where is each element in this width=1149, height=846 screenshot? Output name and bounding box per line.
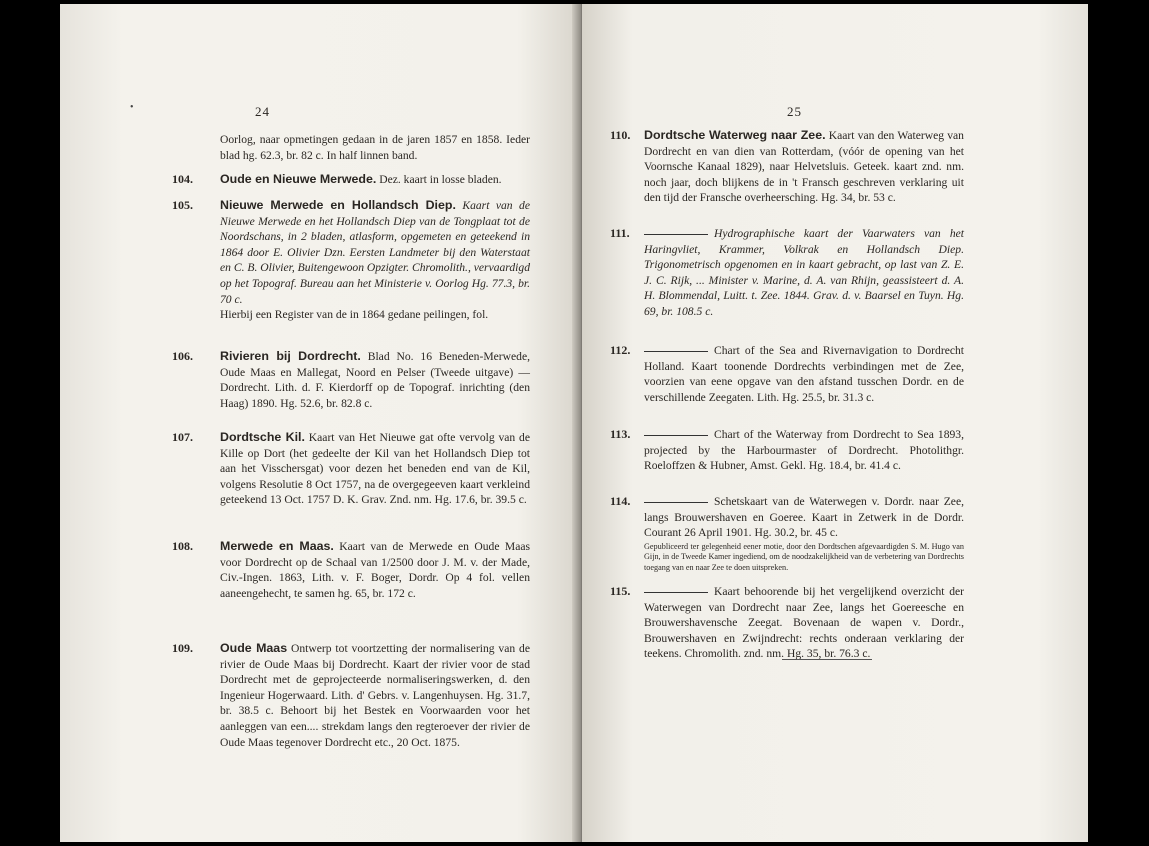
entry-heading: Rivieren bij Dordrecht. [220, 349, 361, 363]
entry-heading: Dordtsche Kil. [220, 430, 305, 444]
entry-body: Kaart behoorende bij het vergelijkend overzicht der Waterwegen van Dordrecht naar Zee, langs het Goereesche en Brouwershavensche Zeegat. Bovenaan de wapen v. Dordr., Brouwershaven en Zwijndrecht: rechts onderaan verklaring der teekens. Chromolith. znd. nm. Hg. 35, br. 76.3 c. [644, 585, 964, 661]
catalog-entry-104 [172, 172, 530, 188]
entry-number: 115. [610, 584, 631, 598]
catalog-entry-111 [610, 226, 964, 320]
entry-note: Hierbij een Register van de in 1864 gedane peilingen, fol. [220, 308, 489, 322]
catalog-entry-108 [172, 539, 530, 601]
catalog-entry-107 [172, 430, 530, 508]
entry-number: 107. [172, 430, 193, 444]
catalog-entry-106 [172, 349, 530, 411]
ditto-dash [644, 351, 708, 352]
entry-number: 111. [610, 226, 630, 240]
closing-rule [782, 659, 872, 660]
entry-body: Chart of the Waterway from Dordrecht to Sea 1893, projected by the Harbourmaster of Dordrecht. Photolithgr. Roeloffzen & Hubner, Amst. Gekl. Hg. 18.4, br. 41.4 c. [644, 428, 964, 473]
entry-body: Chart of the Sea and Rivernavigation to Dordrecht Holland. Kaart toonende Dordrechts verbindingen met de Zee, voorzien van eene opgave van den afstand tusschen Dordr. en de verschillende Zeegaten. Lith. Hg. 25.5, br. 31.3 c. [644, 344, 964, 404]
entry-body: Kaart van de Nieuwe Merwede en het Hollandsch Diep van de Tongplaat tot de Noordschans, in 2 bladen, atlasform, opgemeten en geteekend in 1864 door E. Olivier Dzn. Eersten Landmeter bij den Waterstaat en C. B. Olivier, Buitengewoon Opzigter. Chromolith., vervaardigd op het Topograf. Bureau aan het Ministerie v. Oorlog Hg. 77.3, br. 70 c. [220, 199, 530, 306]
left-page [60, 4, 580, 842]
entry-body: Kaart van de Merwede en Oude Maas voor Dordrecht op de Schaal van 1/2500 door J. M. v. der Made, Civ.-Ingen. 1863, Lith. v. F. Boger, Dordr. Op 4 fol. vellen aaneengehecht, te samen hg. 65, br. 172 c. [220, 540, 530, 600]
book-spread [60, 4, 1088, 842]
right-page [582, 4, 1088, 842]
catalog-entry-112 [610, 343, 964, 405]
entry-heading: Merwede en Maas. [220, 539, 334, 553]
catalog-entry-110 [610, 128, 964, 206]
entry-heading: Dordtsche Waterweg naar Zee. [644, 128, 826, 142]
catalog-entry-115 [610, 584, 964, 662]
entry-body: Blad No. 16 Beneden-Merwede, Oude Maas en Mallegat, Noord en Pelser (Tweede uitgave) — Dordrecht. Lith. d. F. Kierdorff op de Topograf. inrichting (den Haag) 1890. Hg. 52.6, br. 82.8 c. [220, 350, 530, 410]
entry-body: Kaart van Het Nieuwe gat ofte vervolg van de Kille op Dort (het gedeelte der Kil van het Hollandsch Diep tot aan het Visschersgat) voor dezen het beneden end van de Kil, volgens Resolutie 8 Oct 1757, na de overgegeeven kaart verkleind geteekend 13 Oct. 1757 D. K. Grav. Znd. nm. Hg. 17.6, br. 39.5 c. [220, 431, 530, 507]
entry-heading: Nieuwe Merwede en Hollandsch Diep. [220, 198, 456, 212]
page-number-right: 25 [787, 104, 802, 119]
ditto-dash [644, 435, 708, 436]
page-mark: • [130, 102, 134, 113]
catalog-entry-109 [172, 641, 530, 750]
catalog-entry-113 [610, 427, 964, 474]
entry-heading: Oude en Nieuwe Merwede. [220, 172, 377, 186]
catalog-entry-105 [172, 198, 530, 323]
entry-number: 112. [610, 343, 631, 357]
entry-number: 114. [610, 494, 631, 508]
catalog-entry-114 [610, 494, 964, 574]
entry-number: 109. [172, 641, 193, 655]
page-number-left: 24 [255, 104, 270, 119]
entry-number: 106. [172, 349, 193, 363]
entry-heading: Oude Maas [220, 641, 288, 655]
entry-body: Schetskaart van de Waterwegen v. Dordr. naar Zee, langs Brouwershaven en Goeree. Kaart in Zetwerk in de Dordr. Courant 26 April 1901. Hg. 30.2, br. 45 c. [644, 495, 964, 540]
entry-body: Ontwerp tot voortzetting der normalisering van de rivier de Oude Maas bij Dordrecht. Kaart der rivier voor de stad Dordrecht met de geprojecteerde normaliseringswerken, d. den Ingenieur Hogerwaard. Lith. d' Gebrs. v. Langenhuysen. Hg. 31.7, br. 38.5 c. Behoort bij het Bestek en Voorwaarden voor het aanleggen van een.... strekdam langs den regteroever der rivier de Oude Maas tegenover Dordrecht etc., 20 Oct. 1875. [220, 642, 530, 749]
entry-number: 110. [610, 128, 631, 142]
entry-number: 104. [172, 172, 193, 186]
ditto-dash [644, 234, 708, 235]
entry-number: 108. [172, 539, 193, 553]
entry-number: 105. [172, 198, 193, 212]
entry-number: 113. [610, 427, 631, 441]
entry-body: Kaart van den Waterweg van Dordrecht en van dien van Rotterdam, (vóór de opening van het Voornsche Kanaal 1829), naar Helvetsluis. Geteek. kaart znd. nm. noch jaar, doch blijkens de in 't Fransch geschreven verklaring uit den tijd der Fransche overheersching. Hg. 34, br. 53 c. [644, 129, 964, 205]
entry-body: Hydrographische kaart der Vaarwaters van het Haringvliet, Krammer, Volkrak en Hollandsch Diep. Trigonometrisch opgenomen en in kaart gebracht, op last van Z. E. J. C. Rijk, ... Minister v. Marine, d. A. van Rhijn, geassisteert d. A. H. Blommendal, Luitt. t. Zee. 1844. Grav. d. v. Baarsel en Tuyn. Hg. 69, br. 108.5 c. [644, 227, 964, 318]
entry-body: Dez. kaart in losse bladen. [379, 173, 502, 186]
ditto-dash [644, 592, 708, 593]
ditto-dash [644, 502, 708, 503]
continuation-text: Oorlog, naar opmetingen gedaan in de jaren 1857 en 1858. Ieder blad hg. 62.3, br. 82 c. In half linnen band. [220, 133, 530, 162]
entry-footnote: Gepubliceerd ter gelegenheid eener motie, door den Dordtschen afgevaardigden S. M. Hugo van Gijn, in de Tweede Kamer ingediend, om de noodzakelijkheid van de verbetering van Dordrechts toegang van en naar Zee te doen uitspreken. [644, 541, 964, 572]
